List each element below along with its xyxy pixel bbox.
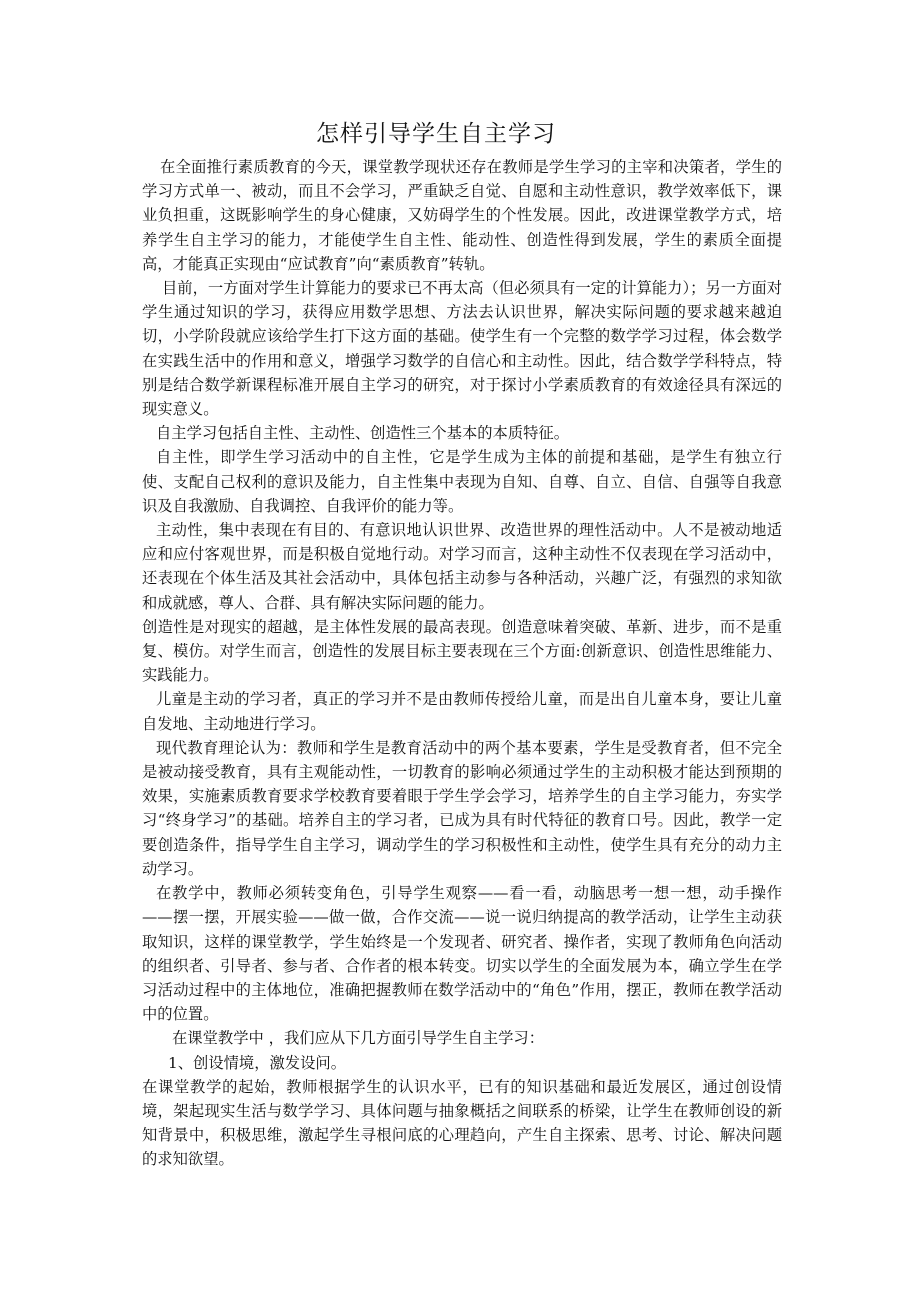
paragraph-active-learner: 儿童是主动的学习者，真正的学习并不是由教师传授给儿童，而是出自儿童本身，要让儿童自发地、主动地进行学习。 (142, 690, 782, 733)
paragraph-modern-theory: 现代教育理论认为：教师和学生是教育活动中的两个基本要素，学生是受教育者，但不完全是被动接受教育，具有主观能动性，一切教育的影响必须通过学生的主动积极才能达到预期的效果，实施素质教育要求学校教育要着眼于学生学会学习，培养学生的自主学习能力，夯实学习“终身学习”的基础。培养自主的学习者，已成为具有时代特征的教育口号。因此，教学一定要创造条件，指导学生自主学习，调动学生的学习积极性和主动性，使学生具有充分的动力主动学习。 (142, 738, 782, 878)
paragraph-teacher-role: 在教学中，教师必须转变角色，引导学生观察——看一看，动脑思考一想一想，动手操作——摆一摆，开展实验——做一做，合作交流——说一说归纳提高的教学活动，让学生主动获取知识，这样的课堂教学，学生始终是一个发现者、研究者、操作者，实现了教师角色向活动的组织者、引导者、参与者、合作者的根本转变。切实以学生的全面发展为本，确立学生在学习活动过程中的主体地位，准确把握教师在数学活动中的“角色”作用，摆正，教师在教学活动中的位置。 (142, 884, 782, 1024)
paragraph-initiative: 主动性，集中表现在有目的、有意识地认识世界、改造世界的理性活动中。人不是被动地适应和应付客观世界，而是积极自觉地行动。对学习而言，这种主动性不仅表现在学习活动中，还表现在个体生活及其社会活动中，具体包括主动参与各种活动，兴趣广泛，有强烈的求知欲和成就感，尊人、合群、具有解决实际问题的能力。 (142, 521, 782, 612)
paragraph-creativity: 创造性是对现实的超越，是主体性发展的最高表现。创造意味着突破、革新、进步，而不是重复、模仿。对学生而言，创造性的发展目标主要表现在三个方面:创新意识、创造性思维能力、实践能力。 (142, 617, 782, 685)
document-body (142, 155, 782, 1172)
paragraph-intro: 在全面推行素质教育的今天，课堂教学现状还存在教师是学生学习的主宰和决策者，学生的学习方式单一、被动，而且不会学习，严重缺乏自觉、自愿和主动性意识，教学效率低下，课业负担重，这既影响学生的身心健康，又妨碍学生的个性发展。因此，改进课堂教学方式，培养学生自主学习的能力，才能使学生自主性、能动性、创造性得到发展，学生的素质全面提高，才能真正实现由“应试教育”向“素质教育”转轨。 (142, 158, 782, 273)
paragraph-current-situation: 目前，一方面对学生计算能力的要求已不再太高（但必须具有一定的计算能力）；另一方面对学生通过知识的学习，获得应用数学思想、方法去认识世界，解决实际问题的要求越来越迫切，小学阶段就应该给学生打下这方面的基础。使学生有一个完整的数学学习过程，体会数学在实践生活中的作用和意义，增强学习数学的自信心和主动性。因此，结合数学学科特点，特别是结合数学新课程标准开展自主学习的研究，对于探讨小学素质教育的有效途径具有深远的现实意义。 (142, 279, 782, 419)
paragraph-features-summary: 自主学习包括自主性、主动性、创造性三个基本的本质特征。 (156, 424, 570, 443)
paragraph-create-situation: 在课堂教学的起始，教师根据学生的认识水平，已有的知识基础和最近发展区，通过创设情境，架起现实生活与数学学习、具体问题与抽象概括之间联系的桥梁，让学生在教师创设的新知背景中，积极思维，激起学生寻根问底的心理趋向，产生自主探索、思考、讨论、解决问题的求知欲望。 (142, 1077, 782, 1169)
paragraph-methods-intro: 在课堂教学中 ，我们应从下几方面引导学生自主学习： (172, 1029, 544, 1048)
paragraph-autonomy: 自主性，即学生学习活动中的自主性，它是学生成为主体的前提和基础，是学生有独立行使、支配自己权利的意识及能力，自主性集中表现为自知、自尊、自立、自信、自强等自我意识及自我激励、自我调控、自我评价的能力等。 (142, 448, 782, 515)
section-heading-1: 1、创设情境，激发设问。 (168, 1053, 346, 1072)
document-title: 怎样引导学生自主学习 (316, 121, 556, 147)
